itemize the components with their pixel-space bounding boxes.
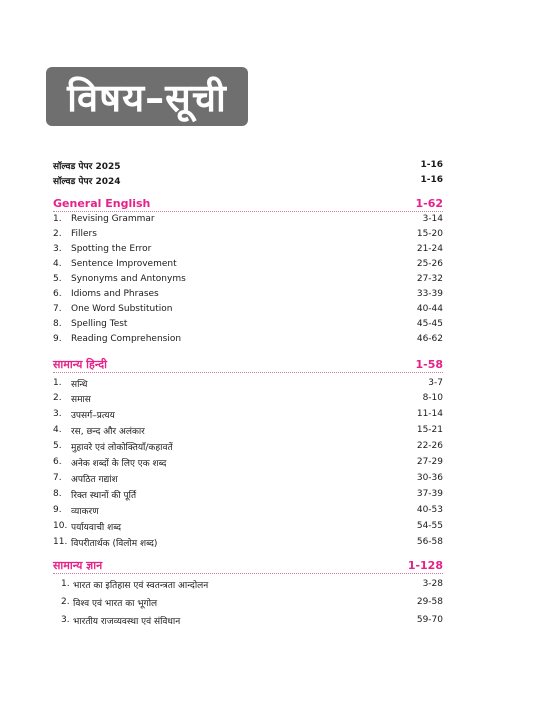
item-pages: 59-70 — [416, 615, 443, 625]
item-pages: 37-39 — [416, 489, 443, 499]
item-pages: 3-14 — [422, 214, 443, 224]
item-label: मुहावरे एवं लोकोक्तियाँ/कहावतें — [71, 442, 173, 453]
toc-item[interactable] — [61, 595, 443, 609]
toc-item[interactable] — [53, 227, 443, 241]
page-title: विषय–सूची — [67, 75, 227, 120]
item-number: 1. — [53, 214, 62, 224]
item-label: भारत का इतिहास एवं स्वतन्त्रता आन्दोलन — [73, 580, 209, 591]
item-number: 1. — [61, 579, 70, 589]
toc-item[interactable] — [53, 423, 443, 437]
item-label: One Word Substitution — [71, 304, 173, 314]
section-heading-english[interactable] — [53, 195, 443, 211]
toc-item[interactable] — [53, 212, 443, 226]
section-divider — [53, 372, 443, 373]
item-label: भारतीय राजव्यवस्था एवं संविधान — [73, 616, 181, 627]
toc-item[interactable] — [53, 471, 443, 485]
item-number: 6. — [53, 289, 62, 299]
toc-item[interactable] — [53, 535, 443, 549]
toc-item[interactable] — [53, 257, 443, 271]
item-label: Sentence Improvement — [71, 259, 177, 269]
toc-item[interactable] — [53, 407, 443, 421]
section-title: सामान्य ज्ञान — [53, 558, 103, 572]
item-pages: 21-24 — [416, 244, 443, 254]
toc-item[interactable] — [53, 376, 443, 390]
item-pages: 22-26 — [416, 441, 443, 451]
item-number: 3. — [61, 615, 70, 625]
item-label: विश्व एवं भारत का भूगोल — [73, 598, 158, 609]
item-number: 11. — [53, 537, 68, 547]
toc-paper-pages: 1-16 — [420, 160, 443, 170]
toc-paper-pages: 1-16 — [420, 175, 443, 185]
item-pages: 15-20 — [416, 229, 443, 239]
item-label: उपसर्ग–प्रत्यय — [71, 410, 115, 421]
item-number: 5. — [53, 441, 62, 451]
item-label: अपठित गद्यांश — [71, 474, 118, 485]
item-pages: 27-29 — [416, 457, 443, 467]
item-label: Reading Comprehension — [71, 334, 182, 344]
item-number: 3. — [53, 409, 62, 419]
item-pages: 40-44 — [416, 304, 443, 314]
item-pages: 29-58 — [416, 597, 443, 607]
toc-item[interactable] — [61, 577, 443, 591]
item-label: Fillers — [71, 229, 97, 239]
title-banner — [46, 67, 248, 126]
section-title: General English — [53, 196, 151, 210]
toc-item[interactable] — [53, 503, 443, 517]
toc-item[interactable] — [53, 272, 443, 286]
item-number: 2. — [53, 393, 62, 403]
item-pages: 3-7 — [428, 378, 443, 388]
section-pages: 1-58 — [415, 357, 443, 371]
toc-item[interactable] — [53, 391, 443, 405]
item-pages: 3-28 — [422, 579, 443, 589]
item-pages: 46-62 — [416, 334, 443, 344]
section-heading-gk[interactable] — [53, 557, 443, 573]
item-number: 4. — [53, 425, 62, 435]
toc-paper-row[interactable] — [53, 158, 443, 172]
item-pages: 54-55 — [416, 521, 443, 531]
section-pages: 1-62 — [415, 196, 443, 210]
item-number: 5. — [53, 274, 62, 284]
toc-paper-label: सॉल्वड पेपर 2024 — [53, 176, 121, 187]
toc-item[interactable] — [53, 317, 443, 331]
item-label: Revising Grammar — [71, 214, 155, 224]
toc-item[interactable] — [53, 332, 443, 346]
section-heading-hindi[interactable] — [53, 356, 443, 372]
item-number: 1. — [53, 378, 62, 388]
item-label: पर्यायवाची शब्द — [71, 522, 122, 533]
item-number: 6. — [53, 457, 62, 467]
item-label: विपरीतार्थक (विलोम शब्द) — [71, 538, 158, 549]
item-number: 7. — [53, 473, 62, 483]
item-pages: 33-39 — [416, 289, 443, 299]
item-number: 2. — [53, 229, 62, 239]
item-number: 2. — [61, 597, 70, 607]
item-number: 8. — [53, 319, 62, 329]
item-pages: 15-21 — [416, 425, 443, 435]
item-label: समास — [71, 394, 91, 405]
item-pages: 45-45 — [416, 319, 443, 329]
item-number: 10. — [53, 521, 68, 531]
toc-item[interactable] — [53, 439, 443, 453]
item-label: Spelling Test — [71, 319, 128, 329]
item-label: अनेक शब्दों के लिए एक शब्द — [71, 458, 167, 469]
toc-item[interactable] — [61, 613, 443, 627]
item-pages: 40-53 — [416, 505, 443, 515]
item-label: Synonyms and Antonyms — [71, 274, 186, 284]
section-title: सामान्य हिन्दी — [53, 357, 107, 371]
item-number: 3. — [53, 244, 62, 254]
toc-item[interactable] — [53, 242, 443, 256]
item-label: रस, छन्द और अलंकार — [71, 426, 145, 437]
item-pages: 25-26 — [416, 259, 443, 269]
item-number: 8. — [53, 489, 62, 499]
item-label: रिक्त स्थानों की पूर्ति — [71, 490, 137, 501]
item-label: सन्धि — [71, 379, 88, 390]
item-number: 9. — [53, 334, 62, 344]
item-number: 9. — [53, 505, 62, 515]
item-pages: 56-58 — [416, 537, 443, 547]
item-pages: 11-14 — [416, 409, 443, 419]
toc-paper-row[interactable] — [53, 173, 443, 187]
section-divider — [53, 573, 443, 574]
toc-item[interactable] — [53, 519, 443, 533]
item-label: Idioms and Phrases — [71, 289, 159, 299]
toc-item[interactable] — [53, 455, 443, 469]
item-label: व्याकरण — [71, 506, 99, 517]
section-pages: 1-128 — [407, 558, 443, 572]
item-label: Spotting the Error — [71, 244, 152, 254]
item-pages: 8-10 — [422, 393, 443, 403]
toc-item[interactable] — [53, 487, 443, 501]
item-number: 7. — [53, 304, 62, 314]
toc-paper-label: सॉल्वड पेपर 2025 — [53, 161, 121, 172]
item-pages: 30-36 — [416, 473, 443, 483]
toc-item[interactable] — [53, 302, 443, 316]
toc-item[interactable] — [53, 287, 443, 301]
item-number: 4. — [53, 259, 62, 269]
item-pages: 27-32 — [416, 274, 443, 284]
